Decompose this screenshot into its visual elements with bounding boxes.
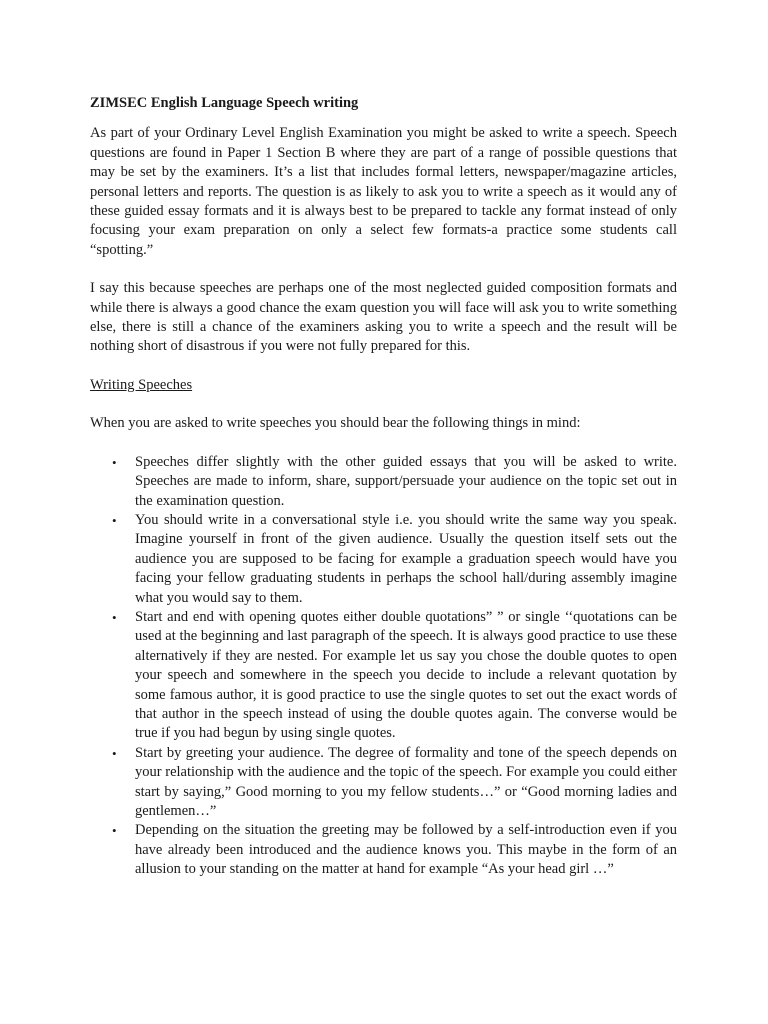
bullet-icon: •: [112, 745, 117, 761]
paragraph-intro: As part of your Ordinary Level English Examination you might be asked to write a speech. Speech questions are found in Paper 1 Section B where they are part of a range of possible questions that may be set by the examiners. It’s a list that includes formal letters, newspaper/magazine articles, personal letters and reports. The question is as likely to ask you to write a speech as it would any of these guided essay formats and it is always best to be prepared to tackle any format instead of only focusing your exam preparation on only a select few formats-a practice some students call “spotting.”: [90, 125, 677, 258]
document-title: ZIMSEC English Language Speech writing: [90, 95, 359, 111]
list-item-text: Start by greeting your audience. The degree of formality and tone of the speech depends on your relationship with the audience and the topic of the speech. For example you could either start by saying,” Good morning to you my fellow students…” or “Good morning ladies and gentlemen…”: [135, 744, 677, 819]
list-item-text: Depending on the situation the greeting may be followed by a self-introduction even if you have already been introduced and the audience knows you. This maybe in the form of an allusion to your standing on the matter at hand for example “As your head girl …”: [135, 822, 677, 878]
bullet-list-intro: When you are asked to write speeches you should bear the following things in mind:: [90, 415, 581, 432]
bullet-icon: •: [112, 454, 117, 470]
bullet-icon: •: [112, 823, 117, 839]
list-item: [90, 608, 677, 744]
list-item-text: You should write in a conversational style i.e. you should write the same way you speak. Imagine yourself in front of the given audience. Usually the question itself sets out the audience you are supposed to be facing for example a graduation speech would have you facing your fellow graduating students in perhaps the school hall/during assembly imagine what you would say to them.: [135, 511, 677, 606]
bullet-icon: •: [112, 512, 117, 528]
paragraph-neglected-formats: I say this because speeches are perhaps one of the most neglected guided composition formats and while there is always a good chance the exam question you will face will ask you to write something else, there is still a chance of the examiners asking you to write a speech and the result will be nothing short of disastrous if you were not fully prepared for this.: [90, 280, 677, 355]
document-page: [90, 94, 677, 880]
guidelines-bullet-list: [90, 453, 677, 880]
section-heading-writing-speeches: Writing Speeches: [90, 376, 193, 393]
list-item-text: Start and end with opening quotes either double quotations” ” or single ‘‘quotations can be used at the beginning and last paragraph of the speech. It is always good practice to use these alternatively if they are nested. For example let us say you chose the double quotes to open your speech and somewhere in the speech you decide to include a relevant quotation by some famous author, it is good practice to use the single quotes to set out the exact words of that author in the speech instead of using the double quotes again. The converse would be true if you had begun by using single quotes.: [135, 608, 677, 742]
bullet-icon: •: [112, 609, 117, 625]
list-item: [90, 511, 677, 608]
list-item: [90, 821, 677, 879]
list-item: [90, 744, 677, 822]
list-item: [90, 453, 677, 511]
list-item-text: Speeches differ slightly with the other guided essays that you will be asked to write. Speeches are made to inform, share, support/persuade your audience on the topic set out in the examination question.: [135, 453, 677, 509]
